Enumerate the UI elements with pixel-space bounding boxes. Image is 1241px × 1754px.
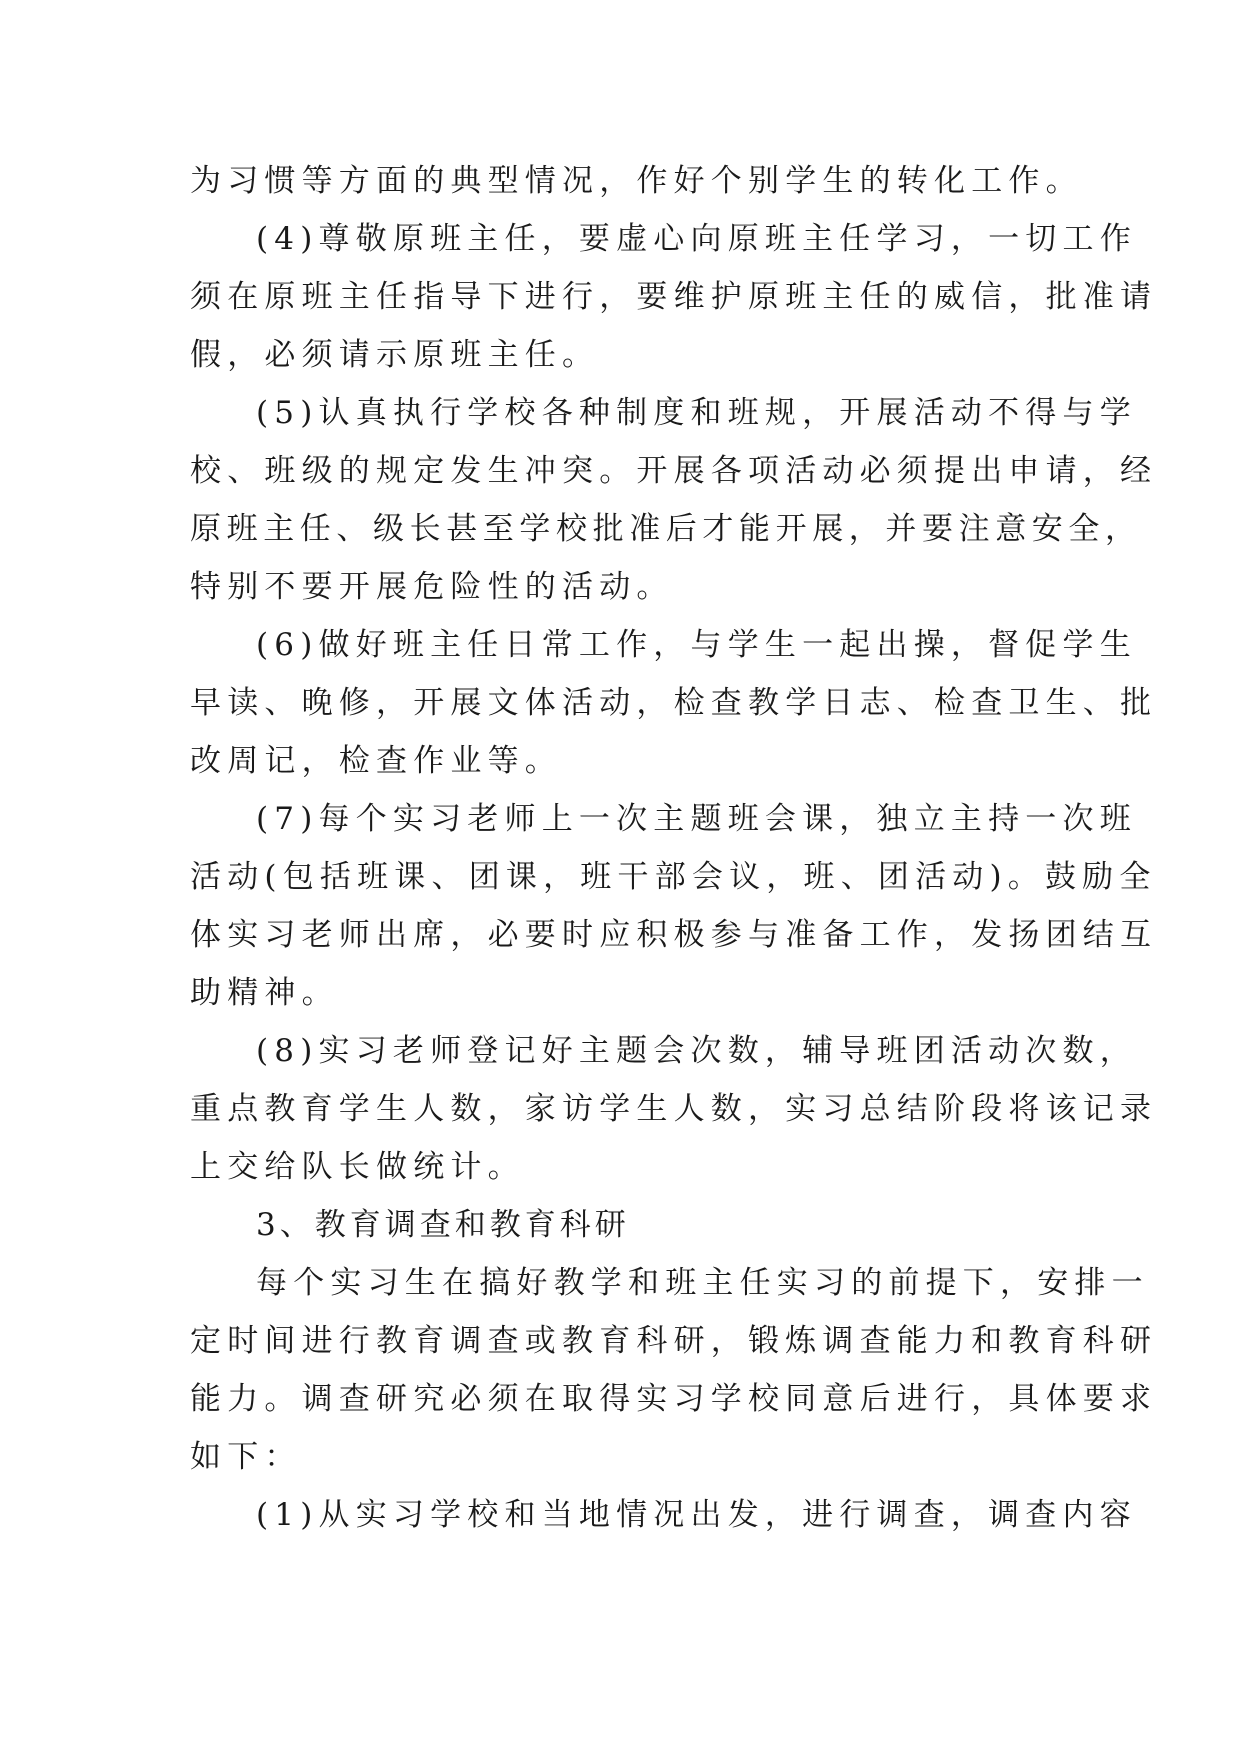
text-line: 活动(包括班课、团课，班干部会议，班、团活动)。鼓励全 [190, 859, 1157, 895]
paragraph-item-7: (7)每个实习老师上一次主题班会课，独立主持一次班 [256, 801, 1137, 837]
paragraph-item-4: (4)尊敬原班主任，要虚心向原班主任学习，一切工作 [256, 221, 1137, 257]
paragraph-item-8: (8)实习老师登记好主题会次数，辅导班团活动次数， [256, 1033, 1137, 1069]
section-heading: 3、教育调查和教育科研 [256, 1207, 630, 1243]
text-line: 体实习老师出席，必要时应积极参与准备工作，发扬团结互 [190, 917, 1158, 953]
text-line: 假，必须请示原班主任。 [190, 337, 600, 373]
paragraph-item-5: (5)认真执行学校各种制度和班规，开展活动不得与学 [256, 395, 1137, 431]
document-body [190, 152, 1158, 1544]
text-line: 早读、晚修，开展文体活动，检查教学日志、检查卫生、批 [190, 685, 1158, 721]
text-line: 能力。调查研究必须在取得实习学校同意后进行，具体要求 [190, 1381, 1158, 1417]
text-line: 校、班级的规定发生冲突。开展各项活动必须提出申请，经 [190, 453, 1158, 489]
text-line: 原班主任、级长甚至学校批准后才能开展，并要注意安全， [190, 511, 1142, 547]
text-line: 特别不要开展危险性的活动。 [190, 569, 674, 605]
text-line: 助精神。 [190, 975, 339, 1011]
paragraph-item-1: (1)从实习学校和当地情况出发，进行调查，调查内容 [256, 1497, 1137, 1533]
paragraph-start: 每个实习生在搞好教学和班主任实习的前提下，安排一 [256, 1265, 1149, 1301]
paragraph-item-6: (6)做好班主任日常工作，与学生一起出操，督促学生 [256, 627, 1137, 663]
text-line: 如下： [190, 1439, 302, 1475]
text-line: 上交给队长做统计。 [190, 1149, 525, 1185]
text-line: 重点教育学生人数，家访学生人数，实习总结阶段将该记录 [190, 1091, 1158, 1127]
text-line: 定时间进行教育调查或教育科研，锻炼调查能力和教育科研 [190, 1323, 1158, 1359]
text-line: 须在原班主任指导下进行，要维护原班主任的威信，批准请 [190, 279, 1158, 315]
text-line: 为习惯等方面的典型情况，作好个别学生的转化工作。 [190, 163, 1083, 199]
text-line: 改周记，检查作业等。 [190, 743, 562, 779]
